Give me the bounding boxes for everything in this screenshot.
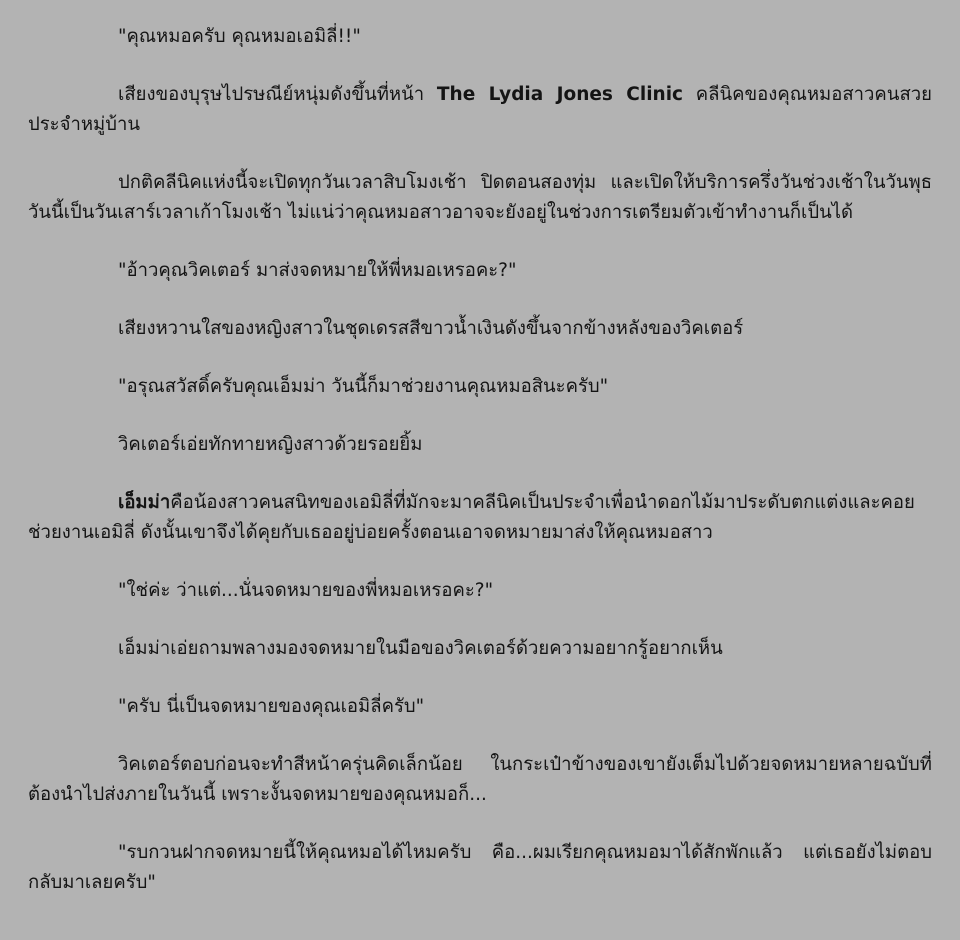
narration-text: คือน้องสาวคนสนิทของเอมิลี่ที่มักจะมาคลีนิคเป็นประจำเพื่อนำดอกไม้มาประดับตกแต่งและคอยช่วยงานเอมิลี่ ดังนั้นเขาจึงได้คุยกับเธออยู่บ่อยครั้งตอนเอาจดหมายมาส่งให้คุณหมอสาว <box>28 492 915 543</box>
paragraph-3 <box>28 168 932 228</box>
narration-text: เอ็มม่าเอ่ยถามพลางมองจดหมายในมือของวิคเตอร์ด้วยความอยากรู้อยากเห็น <box>118 638 723 659</box>
paragraph-6 <box>28 372 932 402</box>
paragraph-7 <box>28 430 932 460</box>
dialogue-text: "คุณหมอครับ คุณหมอเอมิลี่!!" <box>118 26 361 47</box>
paragraph-2 <box>28 80 932 140</box>
dialogue-text: "อรุณสวัสดิ์ครับคุณเอ็มม่า วันนี้ก็มาช่วยงานคุณหมอสินะครับ" <box>118 376 609 397</box>
paragraph-4 <box>28 256 932 286</box>
narration-text: คลีนิคของคุณหมอสาวคนสวยประจำหมู่บ้าน <box>28 84 932 135</box>
paragraph-13 <box>28 838 932 898</box>
paragraph-12 <box>28 750 932 810</box>
character-name: เอ็มม่า <box>118 492 171 513</box>
narration-text: วิคเตอร์ตอบก่อนจะทำสีหน้าครุ่นคิดเล็กน้อย ในกระเป๋าข้างของเขายังเต็มไปด้วยจดหมายหลายฉบับที่ต้องนำไปส่งภายในวันนี้ เพราะงั้นจดหมายของคุณหมอก็... <box>28 754 932 805</box>
paragraph-5 <box>28 314 932 344</box>
narration-text: เสียงของบุรุษไปรษณีย์หนุ่มดังขึ้นที่หน้า <box>118 84 437 105</box>
dialogue-text: "อ้าวคุณวิคเตอร์ มาส่งจดหมายให้พี่หมอเหรอคะ?" <box>118 260 517 281</box>
dialogue-text: "ใช่ค่ะ ว่าแต่...นั่นจดหมายของพี่หมอเหรอคะ?" <box>118 580 494 601</box>
paragraph-10 <box>28 634 932 664</box>
dialogue-text: "รบกวนฝากจดหมายนี้ให้คุณหมอได้ไหมครับ คือ...ผมเรียกคุณหมอมาได้สักพักแล้ว แต่เธอยังไม่ตอบกลับมาเลยครับ" <box>28 842 932 893</box>
narration-text: วิคเตอร์เอ่ยทักทายหญิงสาวด้วยรอยยิ้ม <box>118 434 423 455</box>
paragraph-1 <box>28 22 932 52</box>
narration-text: เสียงหวานใสของหญิงสาวในชุดเดรสสีขาวน้ำเงินดังขึ้นจากข้างหลังของวิคเตอร์ <box>118 318 744 339</box>
paragraph-11 <box>28 692 932 722</box>
paragraph-9 <box>28 576 932 606</box>
dialogue-text: "ครับ นี่เป็นจดหมายของคุณเอมิลี่ครับ" <box>118 696 425 717</box>
narration-text: ปกติคลีนิคแห่งนี้จะเปิดทุกวันเวลาสิบโมงเช้า ปิดตอนสองทุ่ม และเปิดให้บริการครึ่งวันช่วงเช้าในวันพุธ วันนี้เป็นวันเสาร์เวลาเก้าโมงเช้า ไม่แน่ว่าคุณหมอสาวอาจจะยังอยู่ในช่วงการเตรียมตัวเข้าทำงานก็เป็นได้ <box>28 172 932 223</box>
clinic-name: The Lydia Jones Clinic <box>436 84 684 105</box>
paragraph-8 <box>28 488 932 548</box>
